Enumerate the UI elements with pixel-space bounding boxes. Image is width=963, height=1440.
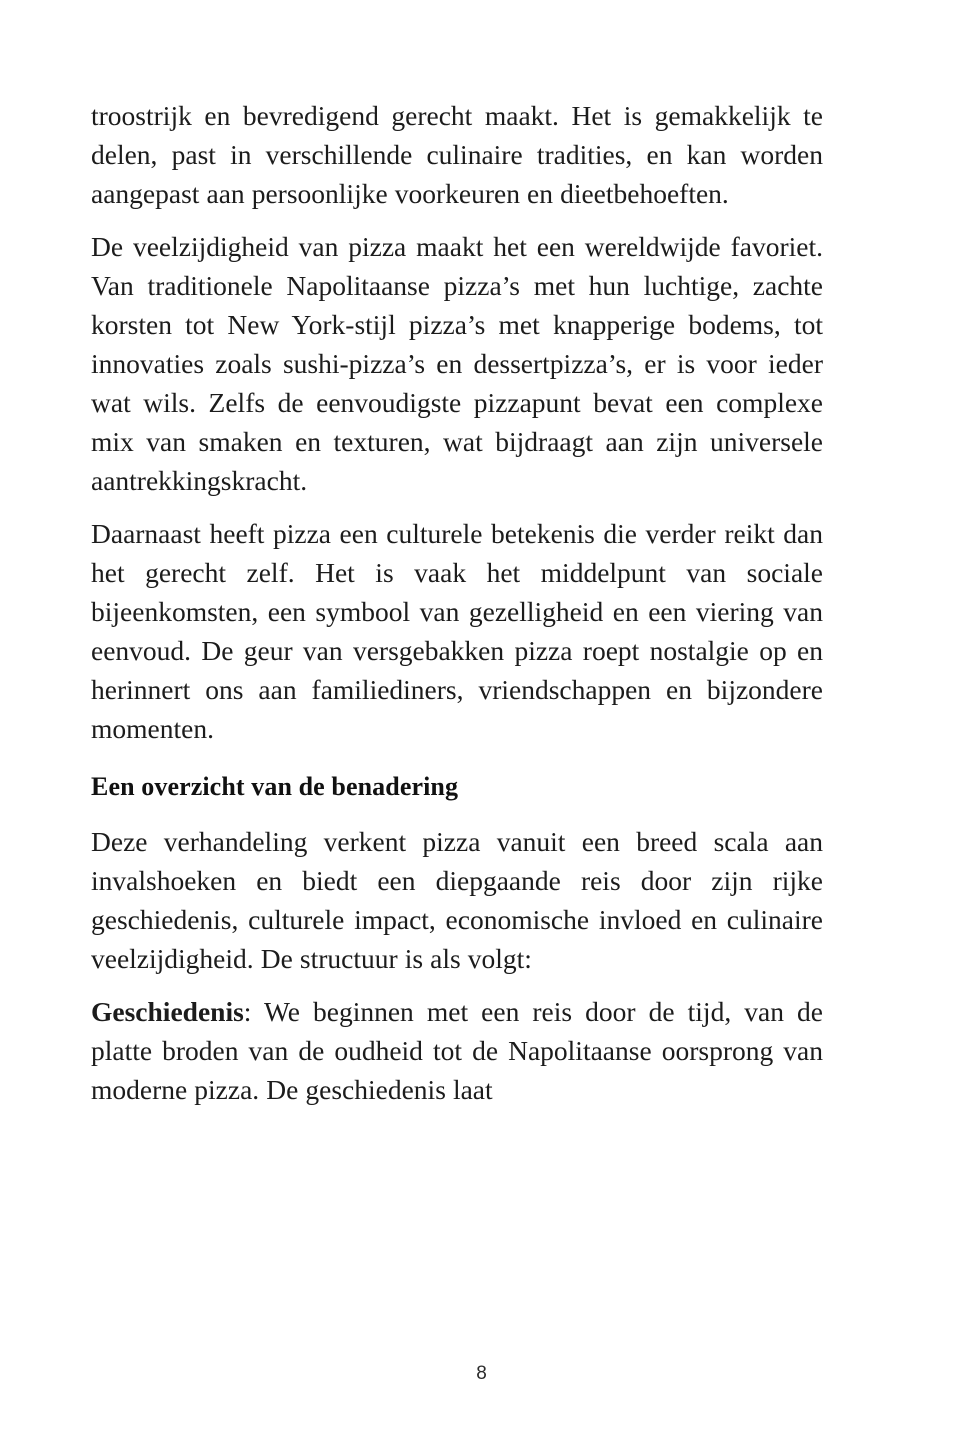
paragraph-versatility: De veelzijdigheid van pizza maakt het een wereldwijde favoriet. Van traditionele Napolitaanse pizza’s met hun luchtige, zachte korsten tot New York-stijl pizza’s met knapperige bodems, tot innovaties zoals sushi-pizza’s en dessertpizza’s, er is voor ieder wat wils. Zelfs de eenvoudigste pizzapunt bevat een complexe mix van smaken en texturen, wat bijdraagt aan zijn universele aantrekkingskracht. — [91, 231, 823, 496]
text-column — [91, 96, 823, 1109]
paragraph-history-entry-text: : We beginnen met een reis door de tijd, van de platte broden van de oudheid tot de Napolitaanse oorsprong van moderne pizza. De geschiedenis laat — [91, 996, 823, 1105]
paragraph-history-entry — [91, 992, 823, 1109]
lead-term-geschiedenis: Geschiedenis — [91, 996, 244, 1027]
page-number: 8 — [476, 1363, 487, 1384]
paragraph-continuation: troostrijk en bevredigend gerecht maakt. Het is gemakkelijk te delen, past in verschillende culinaire tradities, en kan worden aangepast aan persoonlijke voorkeuren en dieetbehoeften. — [91, 100, 823, 209]
paragraph-cultural-meaning: Daarnaast heeft pizza een culturele betekenis die verder reikt dan het gerecht zelf. Het is vaak het middelpunt van sociale bijeenkomsten, een symbool van gezelligheid en een viering van eenvoud. De geur van versgebakken pizza roept nostalgie op en herinnert ons aan familiediners, vriendschappen en bijzondere momenten. — [91, 518, 823, 744]
section-heading-approach-overview: Een overzicht van de benadering — [91, 772, 459, 801]
paragraph-approach-intro: Deze verhandeling verkent pizza vanuit een breed scala aan invalshoeken en biedt een diepgaande reis door zijn rijke geschiedenis, culturele impact, economische invloed en culinaire veelzijdigheid. De structuur is als volgt: — [91, 826, 823, 974]
